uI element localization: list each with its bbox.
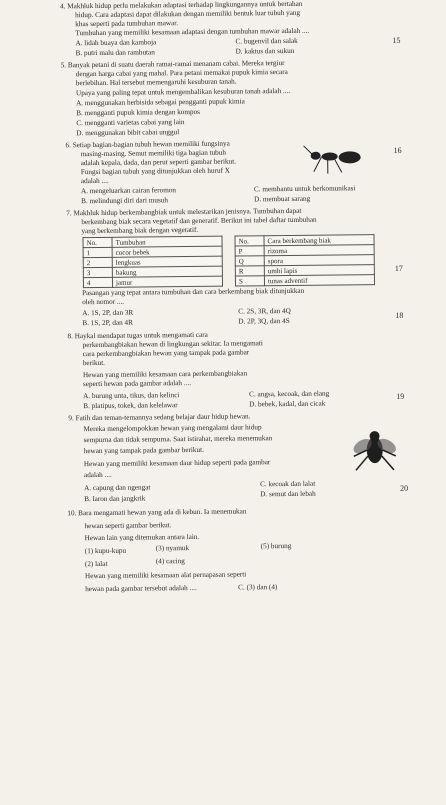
- q10-line: hewan seperti gambar berikut.: [84, 521, 172, 531]
- table-cell: umbi lapis: [264, 265, 374, 276]
- q5-option-a[interactable]: A. menggunakan herbisida sebagai pengganti pupuk kimia: [76, 97, 245, 108]
- q7-line: berkembang biak secara vegetatif dan generatif. Berikut ini tabel daftar tumbuhan: [81, 215, 317, 227]
- q4-option-a[interactable]: A. lidah buaya dan kamboja: [75, 38, 157, 48]
- table-cell: 4: [83, 277, 112, 287]
- ant-icon: [302, 141, 372, 177]
- q5-line: berlebihan. Hal tersebut memengaruhi kesuburan tanah.: [75, 77, 237, 88]
- q6-line: adalah ....: [80, 176, 109, 186]
- q6-option-d[interactable]: D. membuat sarang: [254, 194, 311, 204]
- q10-option-c[interactable]: C. (3) dan (4): [238, 583, 278, 592]
- q4-line: 4. Makhluk hidup perlu melakukan adaptasi terhadap lingkungannya untuk bertahan: [60, 0, 303, 11]
- q6-option-c[interactable]: C. membantu untuk berkomunikasi: [253, 184, 356, 194]
- q9-line: sempurna dan tidak sempurna. Saat istirahat, mereka menemukan: [83, 434, 273, 445]
- q4-line: Tumbuhan yang memiliki kesamaan adaptasi dengan tumbuhan mawar adalah ....: [75, 26, 310, 38]
- fly-icon: [349, 426, 400, 477]
- plant-table-header: Tumbuhan: [112, 236, 222, 247]
- q10-item-4: (4) cacing: [155, 557, 185, 566]
- table-cell: lengkuas: [112, 256, 222, 267]
- reproduction-table: [234, 234, 375, 286]
- q4-option-d[interactable]: D. kaktus dan sukun: [235, 46, 295, 56]
- plant-table: [82, 236, 223, 288]
- q10-line: Hewan lain yang ditemukan antara lain.: [84, 532, 200, 543]
- q6-option-a[interactable]: A. mengeluarkan cairan feromon: [80, 186, 177, 196]
- q10-item-2: (2) lalat: [84, 559, 108, 569]
- q9-line: adalah ....: [83, 470, 112, 480]
- q8-option-d[interactable]: D. bebek, kadal, dan cicak: [249, 399, 326, 409]
- table-cell: rizoma: [264, 245, 374, 256]
- q6-line: 6. Setiap bagian-bagian tubuh hewan memiliki fungsinya: [65, 139, 230, 150]
- q6-line: masing-masing. Semut memiliki tiga bagian tubuh: [80, 148, 226, 159]
- q10-item-5: (5) burung: [260, 541, 292, 551]
- q7-option-b[interactable]: B. 1S, 2P, dan 4R: [82, 318, 133, 328]
- q4-line: hidup. Cara adaptasi dapat dilakukan dengan memiliki bentuk luar tubuh yang: [75, 8, 301, 20]
- plant-table-header: No.: [83, 237, 112, 247]
- table-cell: 3: [83, 267, 112, 277]
- table-row: [83, 276, 222, 287]
- q7-line: 7. Makhluk hidup berkembangbiak untuk melestarikan jenisnya. Tumbuhan dapat: [66, 206, 302, 218]
- q8-line: cara perkembangbiakan hewan yang tampak pada gambar: [82, 348, 250, 359]
- reproduction-table-header: No.: [235, 236, 264, 246]
- q8-option-c[interactable]: C. angsa, kecoak, dan elang: [249, 389, 330, 399]
- q6-option-b[interactable]: B. melindungi diri dari musuh: [81, 196, 168, 206]
- q5-line: Upaya yang paling tepat untuk mengembalikan kesuburan tanah adalah ....: [75, 86, 291, 98]
- table-cell: bakung: [112, 266, 222, 277]
- table-cell: S: [235, 276, 264, 286]
- q9-option-c[interactable]: C. kecoak dan lalat: [260, 479, 316, 489]
- q5-option-c[interactable]: C. mengganti varietas cabai yang lain: [76, 118, 185, 128]
- table-cell: 2: [83, 257, 112, 267]
- q7-score-1: 17: [394, 263, 403, 273]
- table-cell: spora: [264, 255, 374, 266]
- q9-line: 9. Fatih dan teman-temannya sedang belajar daur hidup hewan.: [68, 412, 251, 423]
- q9-option-a[interactable]: A. capung dan ngengat: [84, 483, 151, 493]
- q8-option-b[interactable]: B. platipus, tokek, dan kelelawar: [83, 401, 178, 411]
- q6-score: 16: [393, 145, 402, 155]
- q7-line: oleh nomor ....: [82, 297, 125, 307]
- table-row: [235, 275, 374, 286]
- q6-line: adalah kepala, dada, dan perut seperti gambar berikut.: [80, 157, 237, 168]
- q6-line: Fungsi bagian tubuh yang ditunjukkan oleh huruf X: [80, 166, 230, 177]
- q7-score-2: 18: [395, 310, 404, 320]
- table-cell: 1: [83, 247, 112, 257]
- q4-option-c[interactable]: C. bugenvil dan salak: [235, 36, 298, 46]
- table-cell: Q: [235, 256, 264, 266]
- q5-line: dengan harga cabai yang mahal. Para petani memakai pupuk kimia secara: [75, 67, 288, 79]
- q7-option-a[interactable]: A. 1S, 2P, dan 3R: [82, 308, 134, 318]
- table-cell: R: [235, 266, 264, 276]
- q8-line: Hewan yang memiliki kesamaan cara perkembangbiakan: [82, 369, 248, 380]
- q8-line: perkembangbiakan hewan di lingkungan sekitar. Ia mengamati: [82, 339, 263, 350]
- q8-line: berikut.: [82, 358, 106, 368]
- q7-option-c[interactable]: C. 2S, 3R, dan 4Q: [238, 306, 291, 316]
- q10-item-3: (3) nyamuk: [155, 544, 190, 553]
- q4-line: khas seperti pada tumbuhan mawar.: [75, 19, 179, 29]
- table-cell: jamur: [112, 276, 222, 287]
- q10-line: hewan pada gambar tersebut adalah ....: [85, 583, 197, 594]
- q9-line: Mereka mengelompokkan hewan yang mengalami daur hidup: [83, 423, 262, 434]
- table-cell: tunas adventif: [264, 275, 374, 286]
- q7-line: Pasangan yang tepat antara tumbuhan dan cara berkembang biak ditunjukkan: [82, 286, 305, 298]
- q8-option-a[interactable]: A. burung unta, tikus, dan kelinci: [83, 391, 180, 401]
- q9-line: Hewan yang memiliki kesamaan daur hidup seperti pada gambar: [83, 458, 271, 469]
- q5-option-b[interactable]: B. mengganti pupuk kimia dengan kompos: [76, 107, 201, 118]
- q5-line: 5. Banyak petani di suatu daerah ramai-ramai menanam cabai. Mereka tergiur: [60, 59, 285, 70]
- q10-line: 10. Bara mengamati hewan yang ada di kebun. Ia menemukan: [67, 507, 247, 518]
- q9-line: hewan yang tampak pada gambar berikut.: [83, 445, 204, 456]
- q4-option-b[interactable]: B. putri malu dan rambutan: [75, 48, 155, 58]
- q9-score: 20: [400, 483, 409, 493]
- table-cell: P: [235, 246, 264, 256]
- q5-option-d[interactable]: D. menggunakan bibit cabai unggul: [76, 128, 180, 138]
- q10-line: Hewan yang memiliki kesamaan alat pernapasan seperti: [84, 570, 247, 581]
- q7-option-d[interactable]: D. 2P, 3Q, dan 4S: [238, 316, 290, 326]
- q8-line: seperti hewan pada gambar adalah ....: [82, 379, 192, 389]
- q9-option-d[interactable]: D. semut dan lebah: [260, 489, 316, 499]
- q4-score: 15: [392, 35, 401, 45]
- reproduction-table-header: Cara berkembang biak: [264, 235, 374, 246]
- q9-option-b[interactable]: B. laron dan jangkrik: [84, 494, 146, 504]
- q8-score: 19: [396, 391, 405, 401]
- q8-line: 8. Haykal mendapat tugas untuk mengamati cara: [67, 330, 208, 341]
- q7-line: yang berkembang biak dengan vegetatif.: [81, 225, 199, 236]
- table-cell: cocor bebek: [112, 246, 222, 257]
- q10-item-1: (1) kupu-kupu: [84, 546, 127, 556]
